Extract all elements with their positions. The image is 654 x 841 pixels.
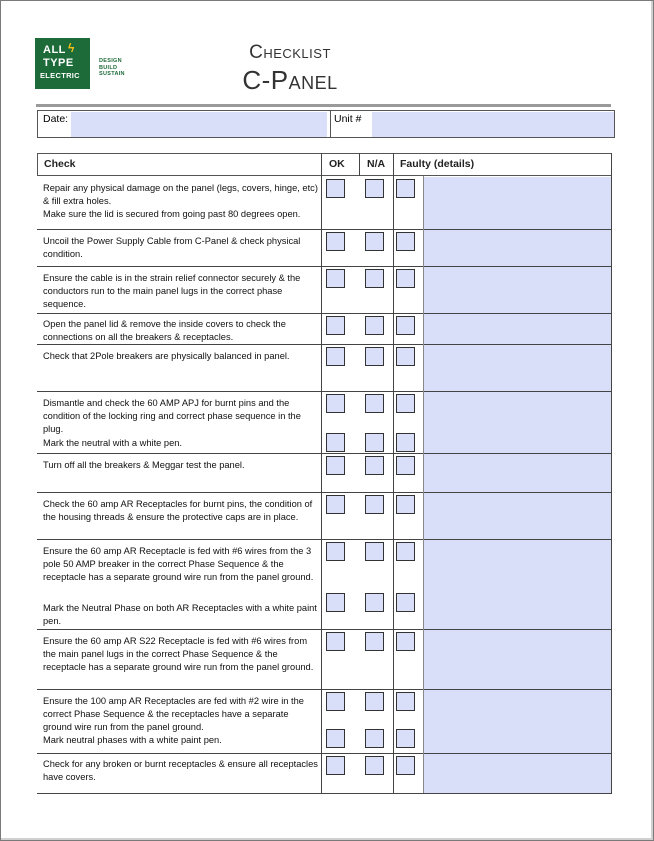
ok-checkbox[interactable] <box>326 269 345 288</box>
faulty-inner-divider <box>423 266 424 313</box>
check-item-text: Uncoil the Power Supply Cable from C-Panel & check physical condition. <box>43 236 301 259</box>
ok-checkbox[interactable] <box>326 495 345 514</box>
ok-checkbox[interactable] <box>326 542 345 561</box>
tagline-sustain: SUSTAIN <box>99 71 125 77</box>
ok-checkbox[interactable] <box>326 756 345 775</box>
col-divider-right <box>611 153 612 793</box>
faulty-details-field[interactable] <box>424 754 611 793</box>
na-checkbox[interactable] <box>365 756 384 775</box>
na-checkbox[interactable] <box>365 316 384 335</box>
logo-line-2: TYPE <box>43 57 74 69</box>
row-divider <box>37 793 612 794</box>
faulty-inner-divider <box>423 492 424 539</box>
na-checkbox[interactable] <box>365 456 384 475</box>
check-item-text: Open the panel lid & remove the inside covers to check the connections on all the breakers & receptacles. <box>43 319 286 342</box>
faulty-details-field[interactable] <box>424 630 611 689</box>
na-checkbox[interactable] <box>365 632 384 651</box>
title-divider <box>36 104 611 107</box>
faulty-details-field[interactable] <box>424 177 611 229</box>
table-header <box>37 153 612 176</box>
faulty-inner-divider <box>423 753 424 793</box>
faulty-inner-divider <box>423 313 424 344</box>
faulty-details-field[interactable] <box>424 267 611 313</box>
col-na-header: N/A <box>367 158 386 170</box>
na-checkbox[interactable] <box>365 542 384 561</box>
ok-checkbox[interactable] <box>326 316 345 335</box>
na-checkbox[interactable] <box>365 692 384 711</box>
faulty-details-field[interactable] <box>424 454 611 492</box>
faulty-checkbox[interactable] <box>396 593 415 612</box>
check-item-text: Dismantle and check the 60 AMP APJ for burnt pins and the condition of the locking ring and correct phase sequence in the plug. <box>43 398 301 434</box>
date-unit-row <box>37 110 615 138</box>
faulty-inner-divider <box>423 453 424 492</box>
faulty-checkbox[interactable] <box>396 347 415 366</box>
unit-field[interactable] <box>372 112 614 137</box>
na-checkbox[interactable] <box>365 232 384 251</box>
tagline-design: DESIGN <box>99 58 122 64</box>
faulty-checkbox[interactable] <box>396 316 415 335</box>
check-item-text: Ensure the 60 amp AR Receptacle is fed with #6 wires from the 3 pole 50 AMP breaker in the correct Phase Sequence & the receptacle has a separate ground wire run from the panel ground. <box>43 546 314 582</box>
faulty-checkbox[interactable] <box>396 692 415 711</box>
check-item-text: Check that 2Pole breakers are physically balanced in panel. <box>43 351 290 361</box>
faulty-details-field[interactable] <box>424 314 611 344</box>
faulty-details-field[interactable] <box>424 690 611 753</box>
faulty-checkbox[interactable] <box>396 729 415 748</box>
col-divider-ok <box>321 153 322 793</box>
checklist-table <box>37 153 612 793</box>
na-checkbox[interactable] <box>365 269 384 288</box>
ok-checkbox[interactable] <box>326 394 345 413</box>
ok-checkbox[interactable] <box>326 692 345 711</box>
na-checkbox[interactable] <box>365 347 384 366</box>
faulty-checkbox[interactable] <box>396 495 415 514</box>
faulty-checkbox[interactable] <box>396 269 415 288</box>
check-item-text: Repair any physical damage on the panel (legs, covers, hinge, etc) & fill extra holes. <box>43 183 318 206</box>
faulty-details-field[interactable] <box>424 392 611 453</box>
faulty-checkbox[interactable] <box>396 756 415 775</box>
faulty-details-field[interactable] <box>424 230 611 266</box>
ok-checkbox[interactable] <box>326 179 345 198</box>
check-item-text: Ensure the 100 amp AR Receptacles are fed with #2 wire in the correct Phase Sequence & the receptacles have a separate ground wire run from the panel ground. <box>43 696 304 732</box>
company-logo <box>35 38 90 89</box>
faulty-checkbox[interactable] <box>396 542 415 561</box>
faulty-details-field[interactable] <box>424 345 611 391</box>
document-title: Checklist <box>249 42 331 63</box>
na-checkbox[interactable] <box>365 433 384 452</box>
unit-label: Unit # <box>334 113 362 125</box>
check-item-text: Check the 60 amp AR Receptacles for burnt pins, the condition of the housing threads & ensure the protective caps are in place. <box>43 499 313 522</box>
col-divider-faulty <box>393 153 394 793</box>
date-field[interactable] <box>71 112 327 137</box>
na-checkbox[interactable] <box>365 394 384 413</box>
col-check-header: Check <box>44 158 76 170</box>
na-checkbox[interactable] <box>365 729 384 748</box>
logo-tagline <box>99 58 139 78</box>
faulty-checkbox[interactable] <box>396 433 415 452</box>
faulty-checkbox[interactable] <box>396 232 415 251</box>
check-item-text: Ensure the 60 amp AR S22 Receptacle is fed with #6 wires from the main panel lugs in the correct Phase Sequence & the receptacle has a separate ground wire run from the panel ground. <box>43 636 314 672</box>
faulty-inner-divider <box>423 229 424 266</box>
check-item-text: Turn off all the breakers & Meggar test the panel. <box>43 460 245 470</box>
faulty-inner-divider <box>423 629 424 689</box>
ok-checkbox[interactable] <box>326 433 345 452</box>
ok-checkbox[interactable] <box>326 347 345 366</box>
date-label: Date: <box>43 113 69 125</box>
logo-line-1: ALL <box>43 44 66 56</box>
ok-checkbox[interactable] <box>326 232 345 251</box>
check-item-text: Make sure the lid is secured from going past 80 degrees open. <box>43 209 301 219</box>
ok-checkbox[interactable] <box>326 593 345 612</box>
na-checkbox[interactable] <box>365 593 384 612</box>
check-item-text: Mark neutral phases with a white paint pen. <box>43 735 222 745</box>
col-ok-header: OK <box>329 158 345 170</box>
faulty-inner-divider <box>423 391 424 453</box>
ok-checkbox[interactable] <box>326 729 345 748</box>
faulty-details-field[interactable] <box>424 493 611 539</box>
faulty-details-field[interactable] <box>424 540 611 629</box>
faulty-checkbox[interactable] <box>396 456 415 475</box>
na-checkbox[interactable] <box>365 179 384 198</box>
logo-line-3: ELECTRIC <box>40 71 80 80</box>
faulty-checkbox[interactable] <box>396 394 415 413</box>
lightning-bolt-icon: ϟ <box>68 41 75 55</box>
date-unit-divider <box>330 111 331 137</box>
col-faulty-header: Faulty (details) <box>400 158 475 170</box>
col-divider-na <box>359 153 360 176</box>
faulty-inner-divider <box>423 344 424 391</box>
check-item-text: Check for any broken or burnt receptacles & ensure all receptacles have covers. <box>43 759 318 782</box>
ok-checkbox[interactable] <box>326 632 345 651</box>
document-subtitle: C-Panel <box>242 65 338 95</box>
check-item-text: Mark the neutral with a white pen. <box>43 438 183 448</box>
faulty-checkbox[interactable] <box>396 632 415 651</box>
faulty-inner-divider <box>423 176 424 229</box>
ok-checkbox[interactable] <box>326 456 345 475</box>
tagline-build: BUILD <box>99 64 118 71</box>
faulty-inner-divider <box>423 689 424 753</box>
na-checkbox[interactable] <box>365 495 384 514</box>
check-item-text: Mark the Neutral Phase on both AR Receptacles with a white paint pen. <box>43 603 317 626</box>
check-item-text: Ensure the cable is in the strain relief connector securely & the conductors run to the main panel lugs in the correct phase sequence. <box>43 273 301 309</box>
faulty-checkbox[interactable] <box>396 179 415 198</box>
faulty-inner-divider <box>423 539 424 629</box>
